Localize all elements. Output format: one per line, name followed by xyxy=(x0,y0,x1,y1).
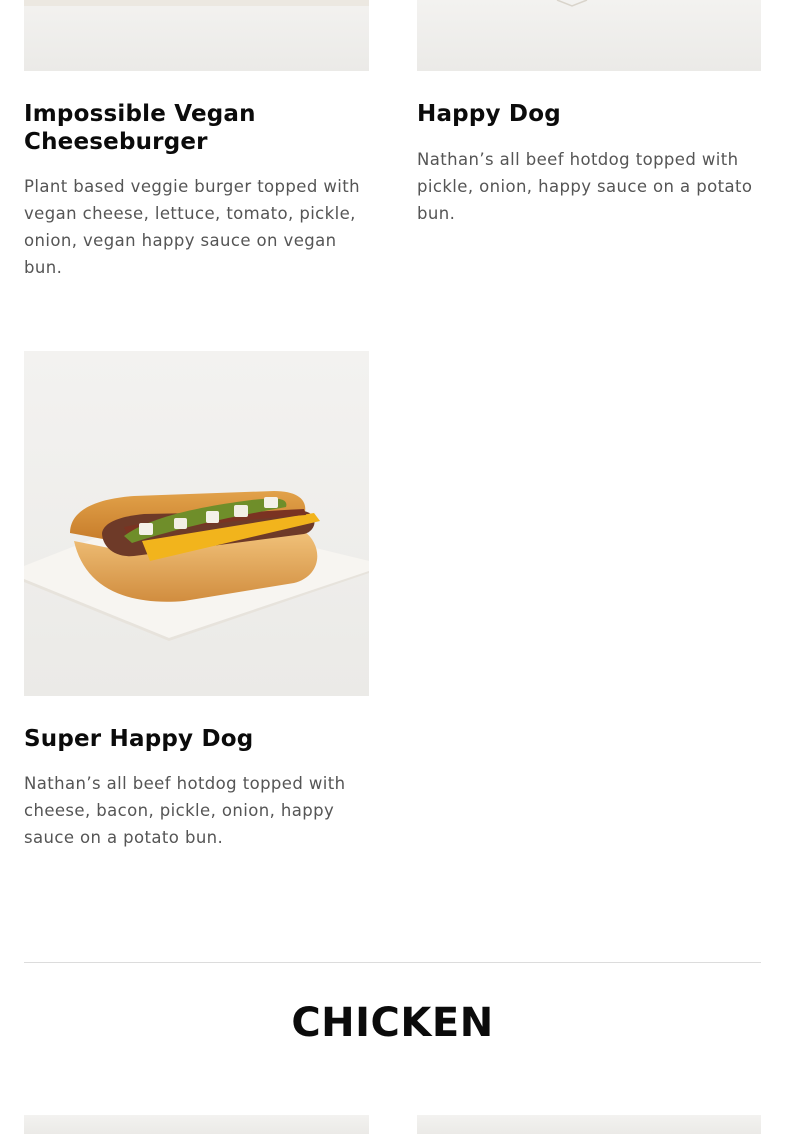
item-image-super-happy-dog[interactable] xyxy=(24,351,369,696)
section-title-chicken: CHICKEN xyxy=(291,1000,494,1046)
section-divider xyxy=(24,962,761,963)
item-description-impossible-vegan-cheeseburger: Plant based veggie burger topped with vegan cheese, lettuce, tomato, pickle, onion, vegan happy sauce on vegan bun. xyxy=(24,177,360,277)
chicken-item-image-2[interactable] xyxy=(417,1115,761,1134)
item-description-super-happy-dog: Nathan’s all beef hotdog topped with cheese, bacon, pickle, onion, happy sauce on a potato bun. xyxy=(24,774,346,847)
item-image-impossible-vegan-cheeseburger[interactable] xyxy=(24,0,369,71)
chicken-item-image-1[interactable] xyxy=(24,1115,369,1134)
super-happy-dog-photo xyxy=(24,351,369,696)
burger-photo-partial xyxy=(24,0,369,71)
item-image-happy-dog[interactable] xyxy=(417,0,761,71)
hotdog-photo-partial xyxy=(417,0,761,71)
item-title-happy-dog: Happy Dog xyxy=(417,101,561,127)
item-description-happy-dog: Nathan’s all beef hotdog topped with pickle, onion, happy sauce on a potato bun. xyxy=(417,150,753,223)
item-title-impossible-vegan-cheeseburger: Impossible Vegan Cheeseburger xyxy=(24,101,256,155)
item-title-super-happy-dog: Super Happy Dog xyxy=(24,726,254,752)
